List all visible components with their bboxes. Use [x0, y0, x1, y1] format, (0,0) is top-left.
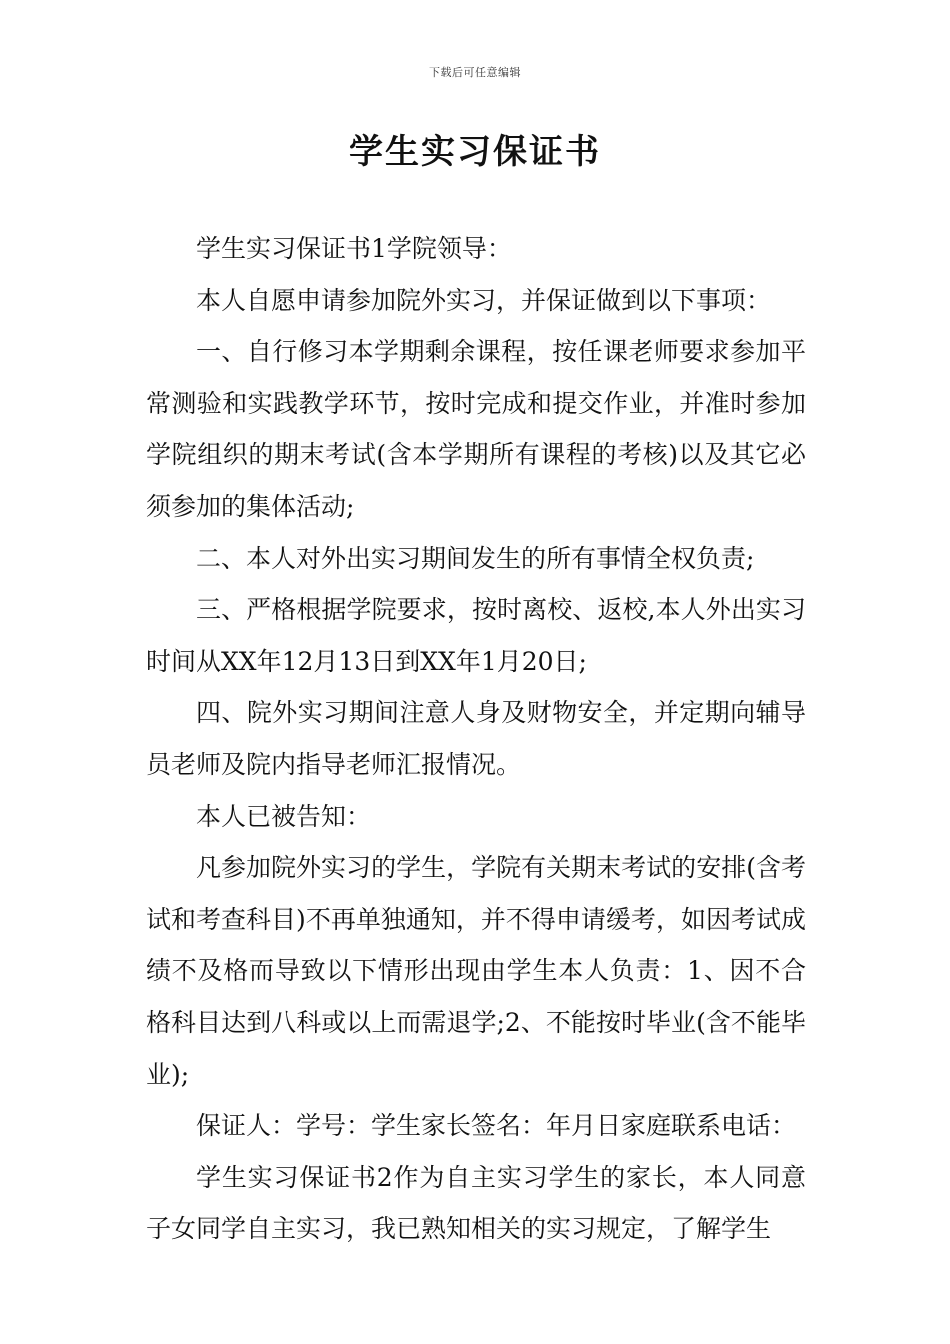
paragraph: 保证人：学号：学生家长签名：年月日家庭联系电话： — [196, 1111, 797, 1141]
paragraph: 二、本人对外出实习期间发生的所有事情全权负责; — [196, 543, 755, 573]
paragraph: 四、院外实习期间注意人身及财物安全，并定期向辅导员老师及院内指导老师汇报情况。 — [146, 698, 806, 779]
paragraph: 本人自愿申请参加院外实习，并保证做到以下事项： — [196, 285, 772, 315]
paragraph: 学生实习保证书2作为自主实习学生的家长，本人同意子女同学自主实习，我已熟知相关的实习规定，了解学生 — [146, 1162, 806, 1244]
paragraph: 本人已被告知： — [196, 801, 372, 831]
paragraph: 一、自行修习本学期剩余课程，按任课老师要求参加平常测验和实践教学环节，按时完成和提交作业，并准时参加学院组织的期末考试(含本学期所有课程的考核)以及其它必须参加的集体活动; — [146, 337, 806, 521]
paragraph: 凡参加院外实习的学生，学院有关期末考试的安排(含考试和考查科目)不再单独通知，并不得申请缓考，如因考试成绩不及格而导致以下情形出现由学生本人负责：1、因不合格科目达到八科或以上而需退学;2、不能按时毕业(含不能毕业); — [146, 853, 806, 1089]
document-title: 学生实习保证书 — [349, 132, 601, 172]
header-note: 下载后可任意编辑 — [429, 66, 521, 79]
document-body — [146, 223, 806, 1255]
paragraph: 三、严格根据学院要求，按时离校、返校,本人外出实习时间从XX年12月13日到XX年1月20日; — [146, 595, 806, 676]
paragraph: 学生实习保证书1学院领导： — [196, 234, 512, 263]
